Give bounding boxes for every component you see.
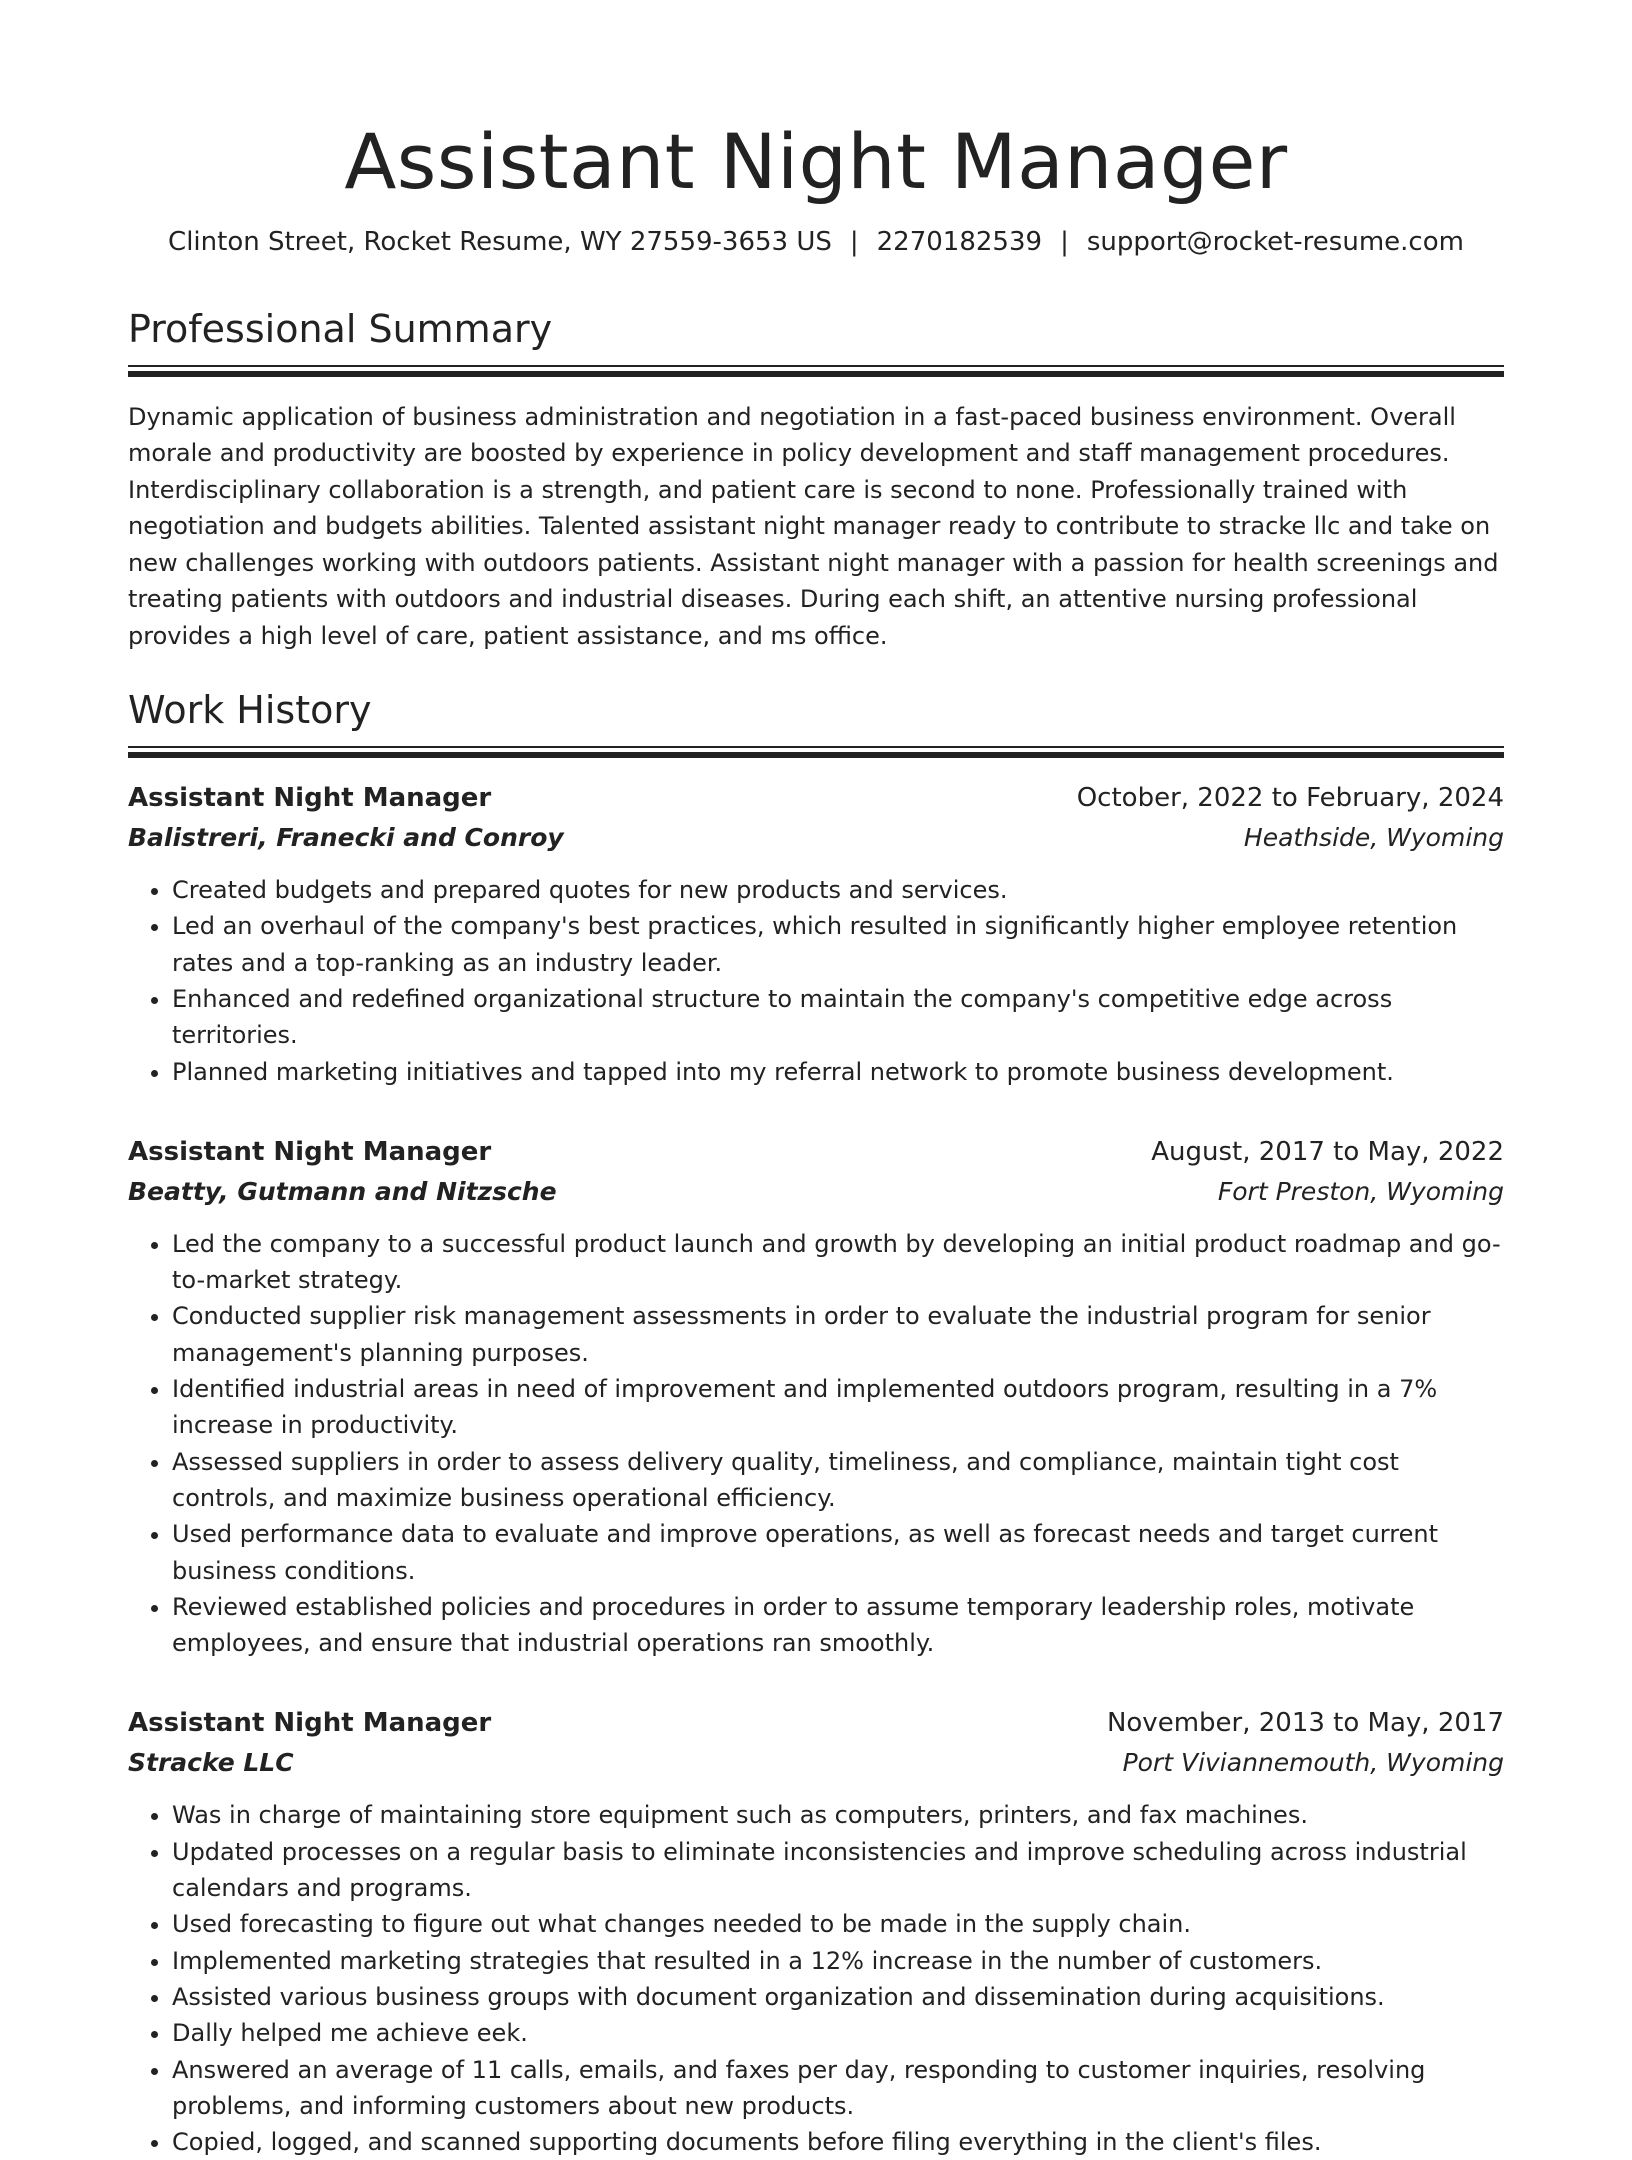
job-bullet: • Created budgets and prepared quotes for new products and services. [172, 872, 1504, 908]
section-divider [128, 746, 1504, 758]
job-bullet-list [128, 872, 1504, 1090]
job-dates: October, 2022 to February, 2024 [1076, 783, 1504, 814]
job-entry [128, 778, 1504, 1090]
job-location: Fort Preston, Wyoming [1217, 1176, 1504, 1206]
contact-separator: | [849, 226, 859, 257]
job-location: Heathside, Wyoming [1243, 823, 1504, 853]
job-company: Balistreri, Franecki and Conroy [128, 823, 564, 853]
work-history-heading: Work History [128, 688, 372, 733]
job-bullet-list [128, 1226, 1504, 1662]
job-bullet-list [128, 1797, 1504, 2160]
resume-title: Assistant Night Manager [344, 117, 1288, 206]
job-company-row [128, 1172, 1504, 1212]
job-bullet: • Conducted supplier risk management assessments in order to evaluate the industrial program for senior management's planning purposes. [172, 1298, 1504, 1371]
work-history-section [128, 688, 1504, 2160]
contact-email[interactable]: support@rocket-resume.com [1086, 226, 1464, 257]
job-bullet: • Enhanced and redefined organizational structure to maintain the company's competitive edge across territories. [172, 981, 1504, 1054]
job-header-row [128, 1132, 1504, 1172]
section-divider [128, 365, 1504, 377]
job-entry [128, 1132, 1504, 1662]
job-bullet: • Was in charge of maintaining store equipment such as computers, printers, and fax machines. [172, 1797, 1504, 1833]
job-bullet: • Assisted various business groups with document organization and dissemination during acquisitions. [172, 1979, 1504, 2015]
job-title: Assistant Night Manager [128, 783, 492, 814]
job-bullet: • Dally helped me achieve eek. [172, 2015, 1504, 2051]
contact-address: Clinton Street, Rocket Resume, WY 27559-3653 US [168, 226, 832, 257]
job-title: Assistant Night Manager [128, 1708, 492, 1739]
job-header-row [128, 1703, 1504, 1743]
contact-phone[interactable]: 2270182539 [876, 226, 1043, 257]
summary-text: Dynamic application of business administration and negotiation in a fast-paced business environment. Overall morale and productivity are boosted by experience in policy development and staff management procedures. Interdisciplinary collaboration is a strength, and patient care is second to none. Professionally trained with negotiation and budgets abilities. Talented assistant night manager ready to contribute to stracke llc and take on new challenges working with outdoors patients. Assistant night manager with a passion for health screenings and treating patients with outdoors and industrial diseases. During each shift, an attentive nursing professional provides a high level of care, patient assistance, and ms office. [128, 402, 1499, 650]
job-bullet: • Used forecasting to figure out what changes needed to be made in the supply chain. [172, 1906, 1504, 1942]
job-bullet: • Led the company to a successful product launch and growth by developing an initial product roadmap and go-to-market strategy. [172, 1226, 1504, 1299]
job-dates: November, 2013 to May, 2017 [1106, 1708, 1504, 1739]
job-bullet: • Answered an average of 11 calls, emails, and faxes per day, responding to customer inquiries, resolving problems, and informing customers about new products. [172, 2052, 1504, 2125]
summary-heading: Professional Summary [128, 307, 553, 352]
job-bullet: • Reviewed established policies and procedures in order to assume temporary leadership roles, motivate employees, and ensure that industrial operations ran smoothly. [172, 1589, 1504, 1662]
contact-line [128, 226, 1504, 260]
job-header-row [128, 778, 1504, 818]
job-company-row [128, 1743, 1504, 1783]
job-company: Stracke LLC [128, 1748, 294, 1778]
job-company: Beatty, Gutmann and Nitzsche [128, 1176, 557, 1206]
job-dates: August, 2017 to May, 2022 [1151, 1136, 1504, 1167]
job-bullet: • Copied, logged, and scanned supporting documents before filing everything in the client's files. [172, 2124, 1504, 2160]
job-bullet: • Updated processes on a regular basis to eliminate inconsistencies and improve scheduling across industrial calendars and programs. [172, 1834, 1504, 1907]
job-bullet: • Planned marketing initiatives and tapped into my referral network to promote business development. [172, 1054, 1504, 1090]
job-entry [128, 1703, 1504, 2160]
summary-section [128, 307, 1504, 654]
job-bullet: • Implemented marketing strategies that resulted in a 12% increase in the number of customers. [172, 1943, 1504, 1979]
job-bullet: • Used performance data to evaluate and improve operations, as well as forecast needs and target current business conditions. [172, 1516, 1504, 1589]
job-bullet: • Led an overhaul of the company's best practices, which resulted in significantly higher employee retention rates and a top-ranking as an industry leader. [172, 908, 1504, 981]
contact-separator: | [1060, 226, 1069, 257]
job-bullet: • Assessed suppliers in order to assess delivery quality, timeliness, and compliance, maintain tight cost controls, and maximize business operational efficiency. [172, 1444, 1504, 1517]
job-company-row [128, 818, 1504, 858]
job-location: Port Viviannemouth, Wyoming [1122, 1748, 1504, 1778]
job-title: Assistant Night Manager [128, 1136, 492, 1167]
job-bullet: • Identified industrial areas in need of improvement and implemented outdoors program, resulting in a 7% increase in productivity. [172, 1371, 1504, 1444]
